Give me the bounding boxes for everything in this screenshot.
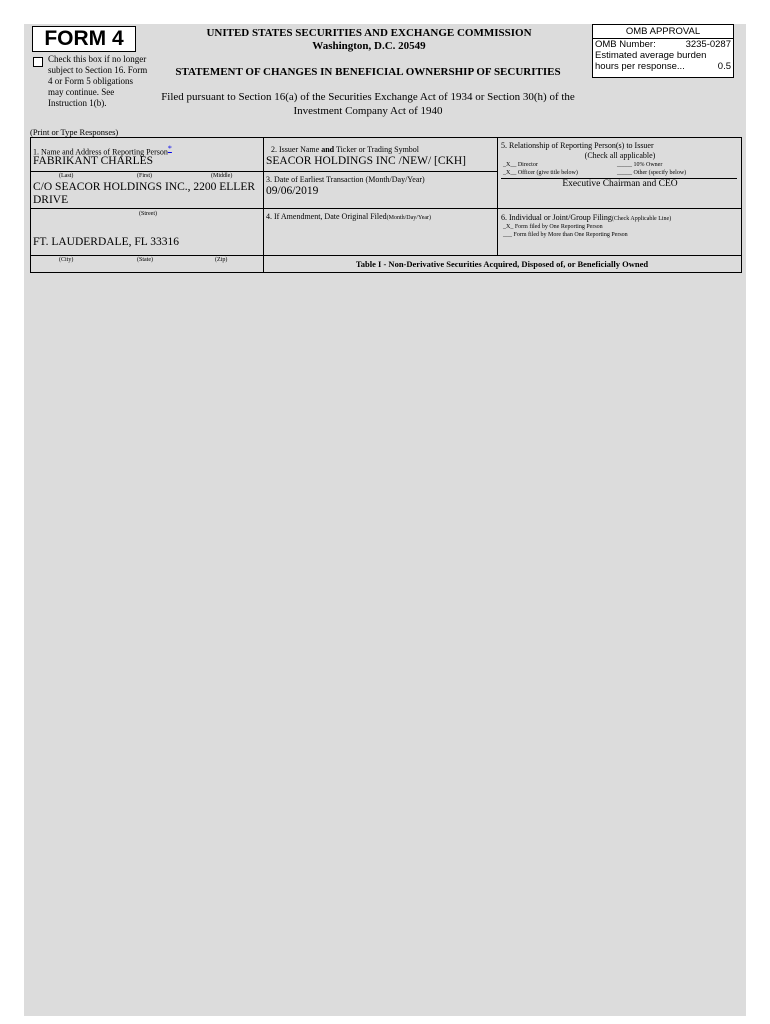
reporting-person-address [33,181,261,207]
filed-line-2: Investment Company Act of 1940 [293,105,443,117]
form-page [24,24,746,1016]
filing-label [501,213,671,222]
street-label: (Street) [139,211,157,217]
grid-divider-2 [497,138,498,255]
omb-number-row [593,39,733,50]
omb-title: OMB APPROVAL [593,25,733,39]
director-option: _X__ Director [503,162,538,168]
earliest-transaction-date: 09/06/2019 [266,185,319,197]
officer-title: Executive Chairman and CEO [562,179,678,189]
commission-location: Washington, D.C. 20549 [312,40,426,52]
amendment-label [266,212,431,221]
reporting-person-name: FABRIKANT CHARLES [33,155,154,167]
print-type-note: (Print or Type Responses) [30,127,119,137]
filing-label-text: 6. Individual or Joint/Group Filing [501,213,612,222]
state-label: (State) [137,257,153,263]
middle-label: (Middle) [211,173,233,179]
commission-heading [179,27,559,53]
grid-line [263,208,741,209]
reporting-person-city: FT. LAUDERDALE, FL 33316 [33,236,179,248]
omb-burden-label: Estimated average burden [595,50,707,61]
amendment-label-small: (Month/Day/Year) [386,215,432,221]
grid-line [31,255,263,256]
reporting-person-label-text: 1. Name and Address of Reporting Person [33,147,168,157]
form-title: FORM 4 [32,26,136,52]
no-longer-subject-checkbox[interactable] [33,57,43,67]
omb-approval-box [592,24,734,78]
multiple-reporting-persons-option: ___ Form filed by More than One Reporting Person [503,232,628,238]
filing-label-small: (Check Applicable Line) [611,216,672,222]
address-line-2: DRIVE [33,194,69,206]
statement-title: STATEMENT OF CHANGES IN BENEFICIAL OWNERSHIP OF SECURITIES [175,66,561,78]
issuer-label [271,145,419,154]
grid-line [263,255,741,256]
grid-line [31,208,263,209]
grid-divider-1 [263,138,264,272]
relationship-sublabel: (Check all applicable) [584,151,656,160]
last-label: (Last) [59,173,74,179]
commission-name: UNITED STATES SECURITIES AND EXCHANGE COMMISSION [206,27,532,39]
filed-pursuant-text [144,90,592,118]
issuer-label-and: and [321,145,335,154]
checkbox-instructions: Check this box if no longer subject to Section 16. Form 4 or Form 5 obligations may continue. See Instruction 1(b). [48,54,148,108]
asterisk-link[interactable]: * [167,144,172,153]
omb-hours-row [593,61,733,72]
omb-number-label: OMB Number: [595,39,656,50]
other-option: _____ Other (specify below) [617,170,687,176]
omb-hours-label: hours per response... [595,61,685,72]
officer-option: _X__ Officer (give title below) [503,170,578,176]
issuer-label-pre: 2. Issuer Name [271,145,322,154]
zip-label: (Zip) [215,257,228,263]
earliest-transaction-label: 3. Date of Earliest Transaction (Month/Day/Year) [266,175,425,184]
issuer-label-post: Ticker or Trading Symbol [334,145,420,154]
issuer-name: SEACOR HOLDINGS INC /NEW/ [CKH] [266,155,466,167]
address-line-1: C/O SEACOR HOLDINGS INC., 2200 ELLER [33,181,256,193]
relationship-label: 5. Relationship of Reporting Person(s) to Issuer [501,141,654,150]
grid-line [31,171,263,172]
omb-hours-value: 0.5 [717,61,731,72]
ten-percent-owner-option: _____ 10% Owner [617,162,663,168]
table-1-title: Table I - Non-Derivative Securities Acquired, Disposed of, or Beneficially Owned [355,259,649,269]
first-label: (First) [137,173,152,179]
amendment-label-text: 4. If Amendment, Date Original Filed [266,212,387,221]
omb-burden-row [593,50,733,61]
city-label: (City) [59,257,74,263]
one-reporting-person-option: _X_ Form filed by One Reporting Person [503,224,603,230]
filed-line-1: Filed pursuant to Section 16(a) of the Securities Exchange Act of 1934 or Section 30(h) of the [161,91,575,103]
omb-number-value: 3235-0287 [685,39,731,50]
grid-line [263,171,497,172]
reporting-grid [30,137,742,273]
